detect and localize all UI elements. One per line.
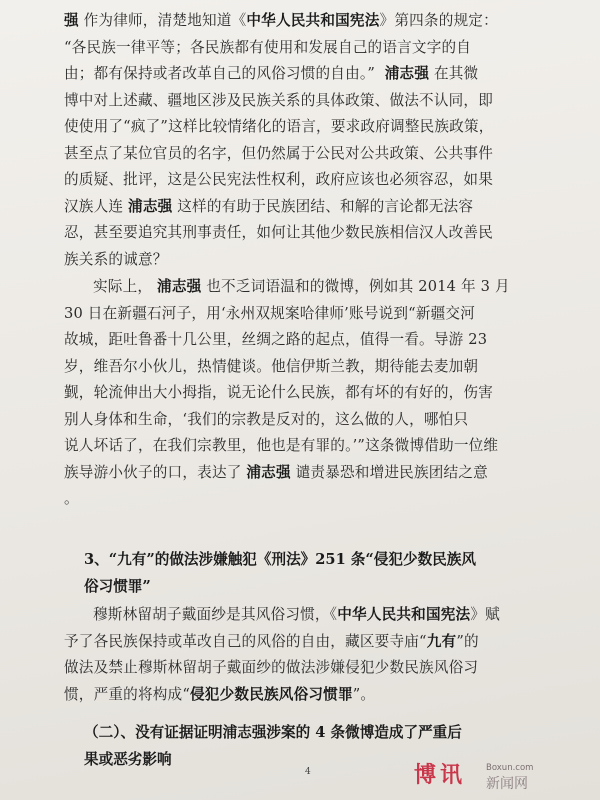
text-span: 族导游小伙子的口，表达了 [64, 463, 242, 481]
name-highlight: 浦志强 [246, 463, 291, 481]
heading-line: 3、“九有”的做法涉嫌触犯《刑法》251 条“侵犯少数民族风 [84, 551, 476, 568]
text-line [64, 8, 498, 35]
text-line: 做法及禁止穆斯林留胡子戴面纱的做法涉嫌侵犯少数民族风俗习 [64, 659, 479, 676]
name-highlight: 浦志强 [128, 197, 173, 215]
text-span: 》第四条的规定： [379, 12, 498, 29]
name-highlight: 浦志强 [384, 65, 430, 82]
text-span: 也不乏词语温和的微博，例如其 2014 年 3 月 [206, 278, 510, 295]
text-span: 谴责暴恐和增进民族团结之意 [295, 463, 488, 481]
text-span: 穆斯林留胡子戴面纱是其风俗习惯，《 [93, 606, 338, 623]
text-line [64, 61, 498, 88]
boxun-watermark [414, 762, 590, 790]
text-line: 族关系的诚意？ [64, 250, 168, 268]
name-highlight: 强 [64, 12, 79, 29]
watermark-logo-text: 博讯 [414, 763, 467, 788]
watermark-subtitle: 新闻网 [486, 776, 528, 792]
paragraph-constitution [64, 8, 498, 273]
text-line: 30 日在新疆石河子，用‘永州双规案哈律师’账号说到“新疆交河 [64, 304, 475, 322]
heading-line: 俗习惯罪” [84, 577, 151, 595]
text-span: 这样的有助于民族团结、和解的言论都无法容 [177, 197, 474, 215]
text-span: 予了各民族保持或革改自己的风俗的自由，藏区要寺庙“ [64, 632, 427, 650]
text-line: 甚至点了某位官员的名字，但仍然属于公民对公共政策、公共事件 [64, 144, 494, 162]
text-line: 别人身体和生命，‘我们的宗教是反对的，这么做的人，哪怕只 [64, 410, 469, 428]
heading-line: （二）、没有证据证明浦志强涉案的 4 条微博造成了严重后 [84, 724, 462, 741]
text-line: 说人坏话了，在我们宗教里，他也是有罪的。’”这条微博借助一位维 [64, 437, 499, 454]
text-span: 实际上， [93, 278, 153, 295]
text-span: 在其微 [433, 65, 479, 82]
text-line: 故城，距吐鲁番十几公里，丝绸之路的起点，值得一看。导游 23 [64, 331, 488, 348]
law-title-highlight: 中华人民共和国宪法 [246, 12, 380, 29]
text-span: 》赋 [470, 606, 500, 623]
text-span: ”的 [456, 632, 479, 650]
text-line: 岁，维吾尔小伙儿，热情健谈。他信伊斯兰教，期待能去麦加朝 [64, 357, 479, 375]
heading-line: 果或恶劣影响 [84, 750, 172, 768]
text-span: 汉族人连 [64, 197, 124, 215]
name-highlight: 浦志强 [157, 278, 202, 295]
text-span: 作为律师，清楚地知道《 [78, 12, 247, 29]
crime-name-highlight: 侵犯少数民族风俗习惯罪 [190, 685, 353, 703]
text-line [64, 274, 510, 301]
law-title-highlight: 中华人民共和国宪法 [337, 606, 471, 623]
text-line [64, 602, 500, 629]
text-line: 的质疑、批评，这是公民宪法性权利，政府应该也必须容忍，如果 [64, 171, 494, 188]
text-line: 忍，甚至要追究其刑事责任，如何让其他少数民族相信汉人改善民 [64, 224, 494, 241]
text-line: 博中对上述藏、疆地区涉及民族关系的具体政策、做法不认同，即 [64, 91, 494, 109]
text-span: 由；都有保持或者改革自己的风俗习惯的自由。” [64, 65, 376, 82]
text-line: “各民族一律平等；各民族都有使用和发展自己的语言文字的自 [64, 38, 472, 56]
watermark-domain: Boxun.com [486, 763, 534, 773]
text-line: 觐，轮流伸出大小拇指，说无论什么民族，都有坏的有好的，伤害 [64, 384, 494, 401]
term-highlight: 九有 [426, 632, 457, 650]
text-line [64, 629, 500, 656]
page-number: 4 [305, 767, 311, 777]
section-heading-3 [84, 547, 476, 600]
section-heading-2 [84, 720, 462, 773]
text-line [64, 682, 500, 709]
paragraph-customs [64, 602, 500, 708]
text-span: ”。 [352, 685, 376, 703]
paragraph-weibo-example [64, 274, 510, 513]
text-line [64, 460, 510, 487]
text-line: 使使用了“疯了”这样比较情绪化的语言，要求政府调整民族政策， [64, 118, 494, 135]
text-line [64, 194, 498, 221]
text-span: 惯，严重的将构成“ [64, 685, 191, 703]
text-line: 。 [64, 490, 79, 507]
